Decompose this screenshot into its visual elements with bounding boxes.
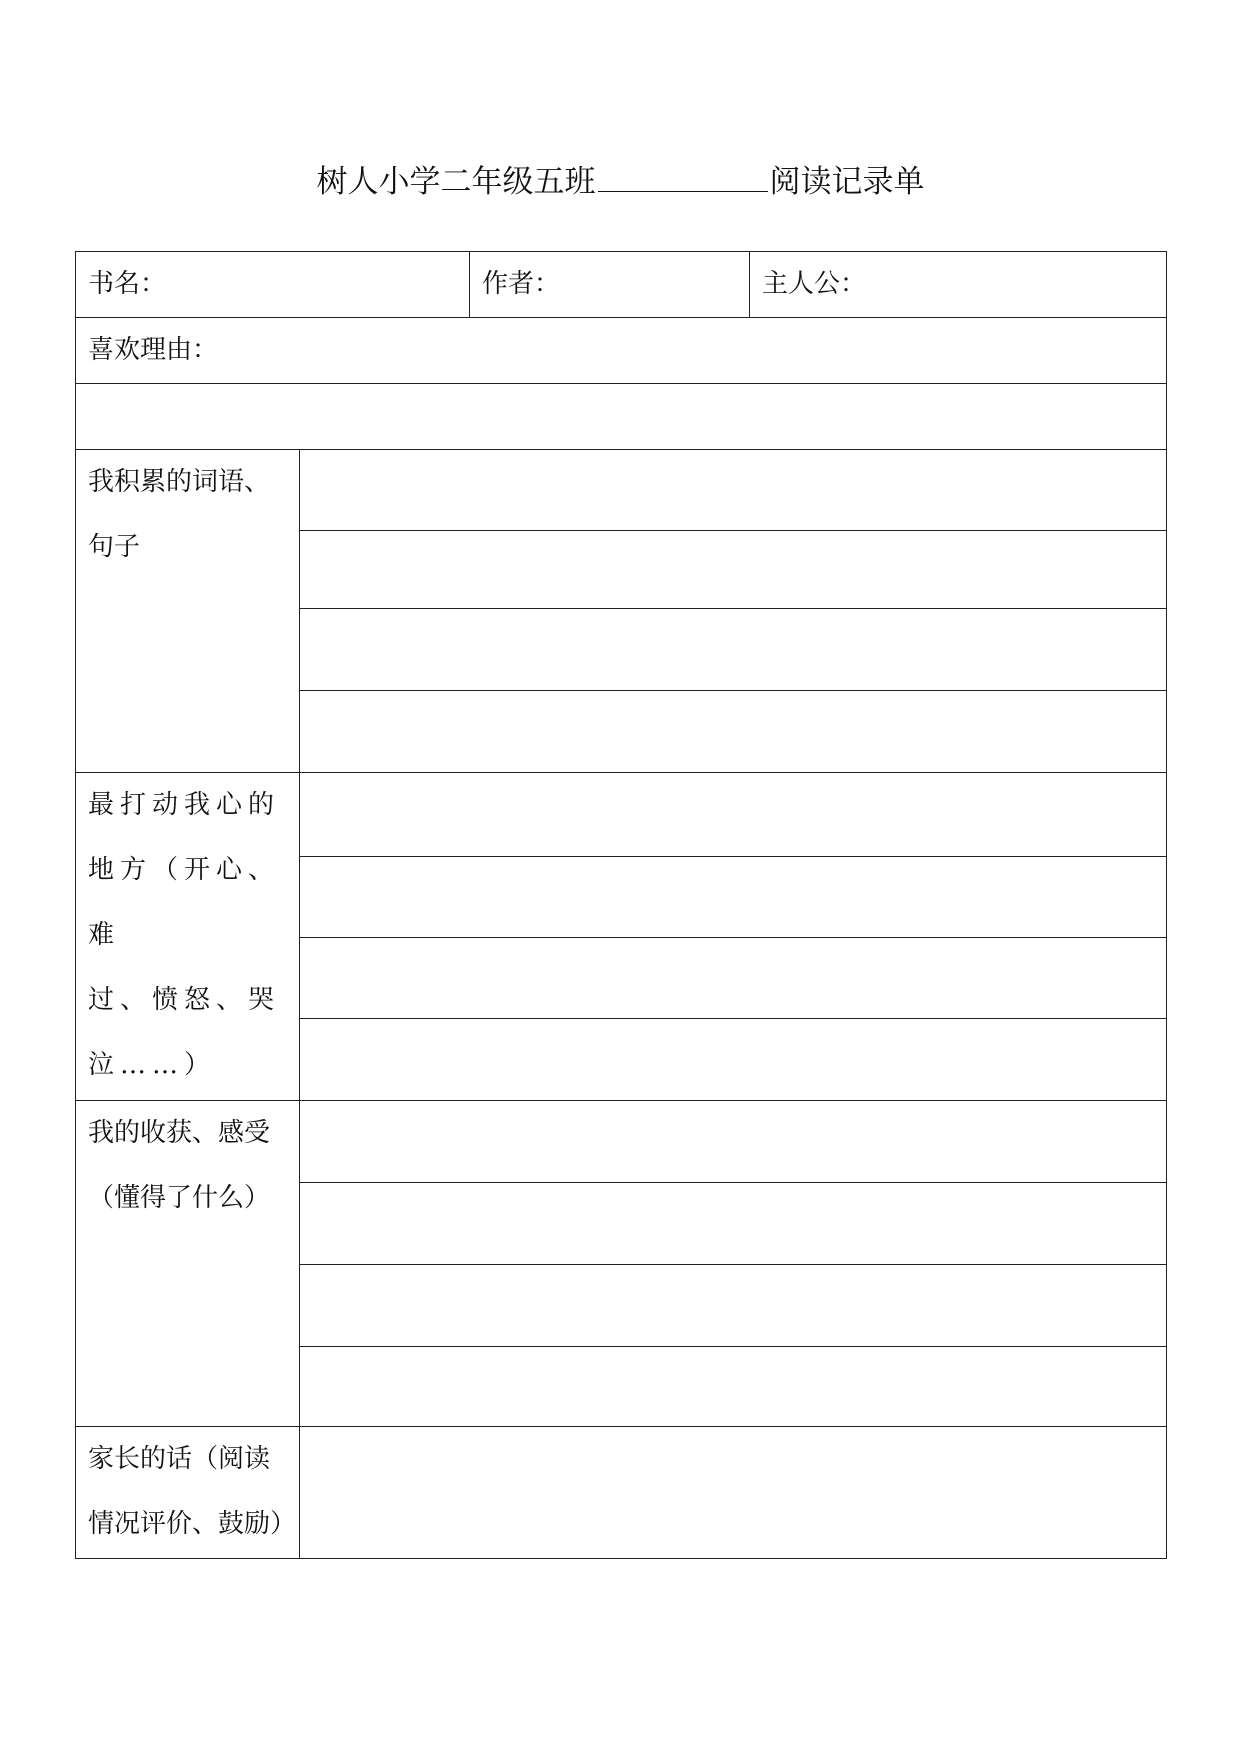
header-row: [76, 252, 1167, 318]
words-write-line-4[interactable]: [300, 691, 1167, 773]
author-label: 作者：: [482, 269, 561, 299]
title-suffix: 阅读记录单: [769, 164, 925, 200]
book-name-cell[interactable]: [76, 252, 470, 318]
moving-write-line-4[interactable]: [300, 1019, 1167, 1101]
gains-row-1: [76, 1101, 1167, 1183]
words-write-line-2[interactable]: [300, 531, 1167, 609]
moving-row-1: [76, 773, 1167, 857]
reason-row: [76, 318, 1167, 384]
parents-label: 家长的话（阅读 情况评价、鼓励）: [88, 1444, 297, 1539]
gains-write-line-2[interactable]: [300, 1183, 1167, 1265]
gains-write-line-4[interactable]: [300, 1347, 1167, 1427]
moving-write-line-3[interactable]: [300, 938, 1167, 1019]
reading-record-table: [75, 251, 1167, 1559]
title-prefix: 树人小学二年级五班: [316, 164, 596, 200]
reason-label-cell: [76, 318, 1167, 384]
gains-write-line-1[interactable]: [300, 1101, 1167, 1183]
gains-write-line-3[interactable]: [300, 1265, 1167, 1347]
page-title: [0, 160, 1241, 204]
moving-write-line-2[interactable]: [300, 857, 1167, 938]
moving-write-line-1[interactable]: [300, 773, 1167, 857]
words-label-cell: [76, 450, 300, 773]
author-cell[interactable]: [470, 252, 750, 318]
words-row-1: [76, 450, 1167, 531]
words-label: 我积累的词语、 句子: [88, 467, 271, 562]
gains-label: 我的收获、感受 （懂得了什么）: [88, 1118, 271, 1213]
gains-label-cell: [76, 1101, 300, 1427]
words-write-line-3[interactable]: [300, 609, 1167, 691]
protagonist-cell[interactable]: [750, 252, 1167, 318]
book-name-label: 书名：: [88, 269, 167, 299]
reason-label: 喜欢理由：: [88, 335, 219, 365]
moving-label-cell: [76, 773, 300, 1101]
parents-row: [76, 1427, 1167, 1559]
parents-write-cell[interactable]: [300, 1427, 1167, 1559]
parents-label-cell: [76, 1427, 300, 1559]
moving-label: 最打动我心的 地方（开心、难 过、愤怒、哭 泣……）: [88, 790, 281, 1080]
protagonist-label: 主人公：: [762, 269, 867, 299]
title-blank-line[interactable]: [598, 161, 768, 192]
words-write-line-1[interactable]: [300, 450, 1167, 531]
